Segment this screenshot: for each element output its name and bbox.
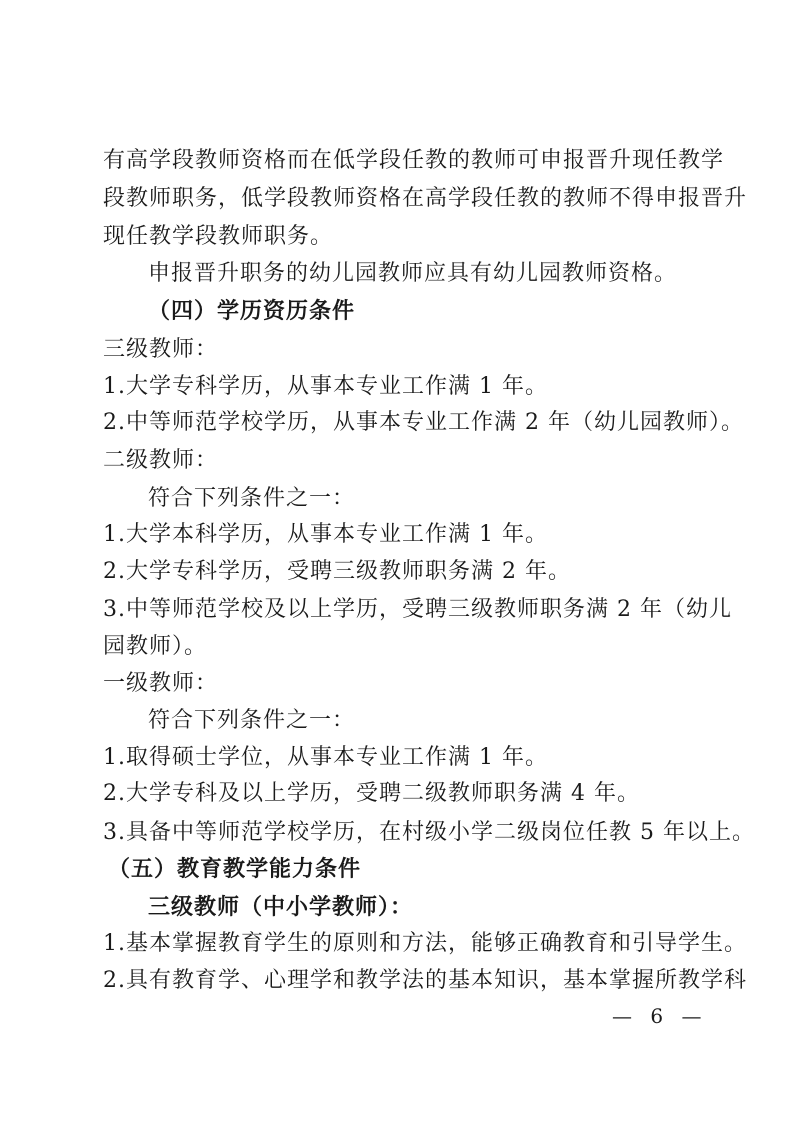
list-item: 1.大学专科学历，从事本专业工作满 1 年。	[103, 374, 548, 399]
list-item: 1.取得硕士学位，从事本专业工作满 1 年。	[103, 745, 548, 770]
list-item: 2.大学专科及以上学历，受聘二级教师职务满 4 年。	[103, 781, 640, 806]
section-heading: （四）学历资历条件	[148, 298, 356, 324]
subheading: 三级教师：	[103, 337, 219, 362]
list-item: 3.具备中等师范学校学历，在村级小学二级岗位任教 5 年以上。	[103, 820, 755, 845]
list-item: 2.具有教育学、心理学和教学法的基本知识，基本掌握所教学科	[103, 968, 747, 993]
list-item: 3.中等师范学校及以上学历，受聘三级教师职务满 2 年（幼儿	[103, 597, 732, 622]
subheading: 二级教师：	[103, 448, 219, 473]
list-item-continuation: 园教师）。	[103, 634, 208, 659]
section-heading: （五）教育教学能力条件	[108, 856, 362, 882]
list-item: 1.大学本科学历，从事本专业工作满 1 年。	[103, 522, 548, 547]
paragraph-line: 符合下列条件之一：	[148, 486, 356, 511]
list-item: 2.中等师范学校学历，从事本专业工作满 2 年（幼儿园教师）。	[103, 410, 744, 435]
page-number: — 6 —	[612, 1004, 708, 1028]
paragraph-line: 段教师职务，低学段教师资格在高学段任教的教师不得申报晋升	[103, 186, 748, 211]
subheading: 三级教师（中小学教师）：	[148, 894, 414, 920]
paragraph-line: 现任教学段教师职务。	[103, 224, 334, 249]
paragraph-line: 符合下列条件之一：	[148, 708, 356, 733]
list-item: 1.基本掌握教育学生的原则和方法，能够正确教育和引导学生。	[103, 931, 747, 956]
list-item: 2.大学专科学历，受聘三级教师职务满 2 年。	[103, 559, 571, 584]
paragraph-line: 申报晋升职务的幼儿园教师应具有幼儿园教师资格。	[148, 261, 678, 286]
paragraph-line: 有高学段教师资格而在低学段任教的教师可申报晋升现任教学	[103, 148, 725, 173]
subheading: 一级教师：	[103, 671, 219, 696]
